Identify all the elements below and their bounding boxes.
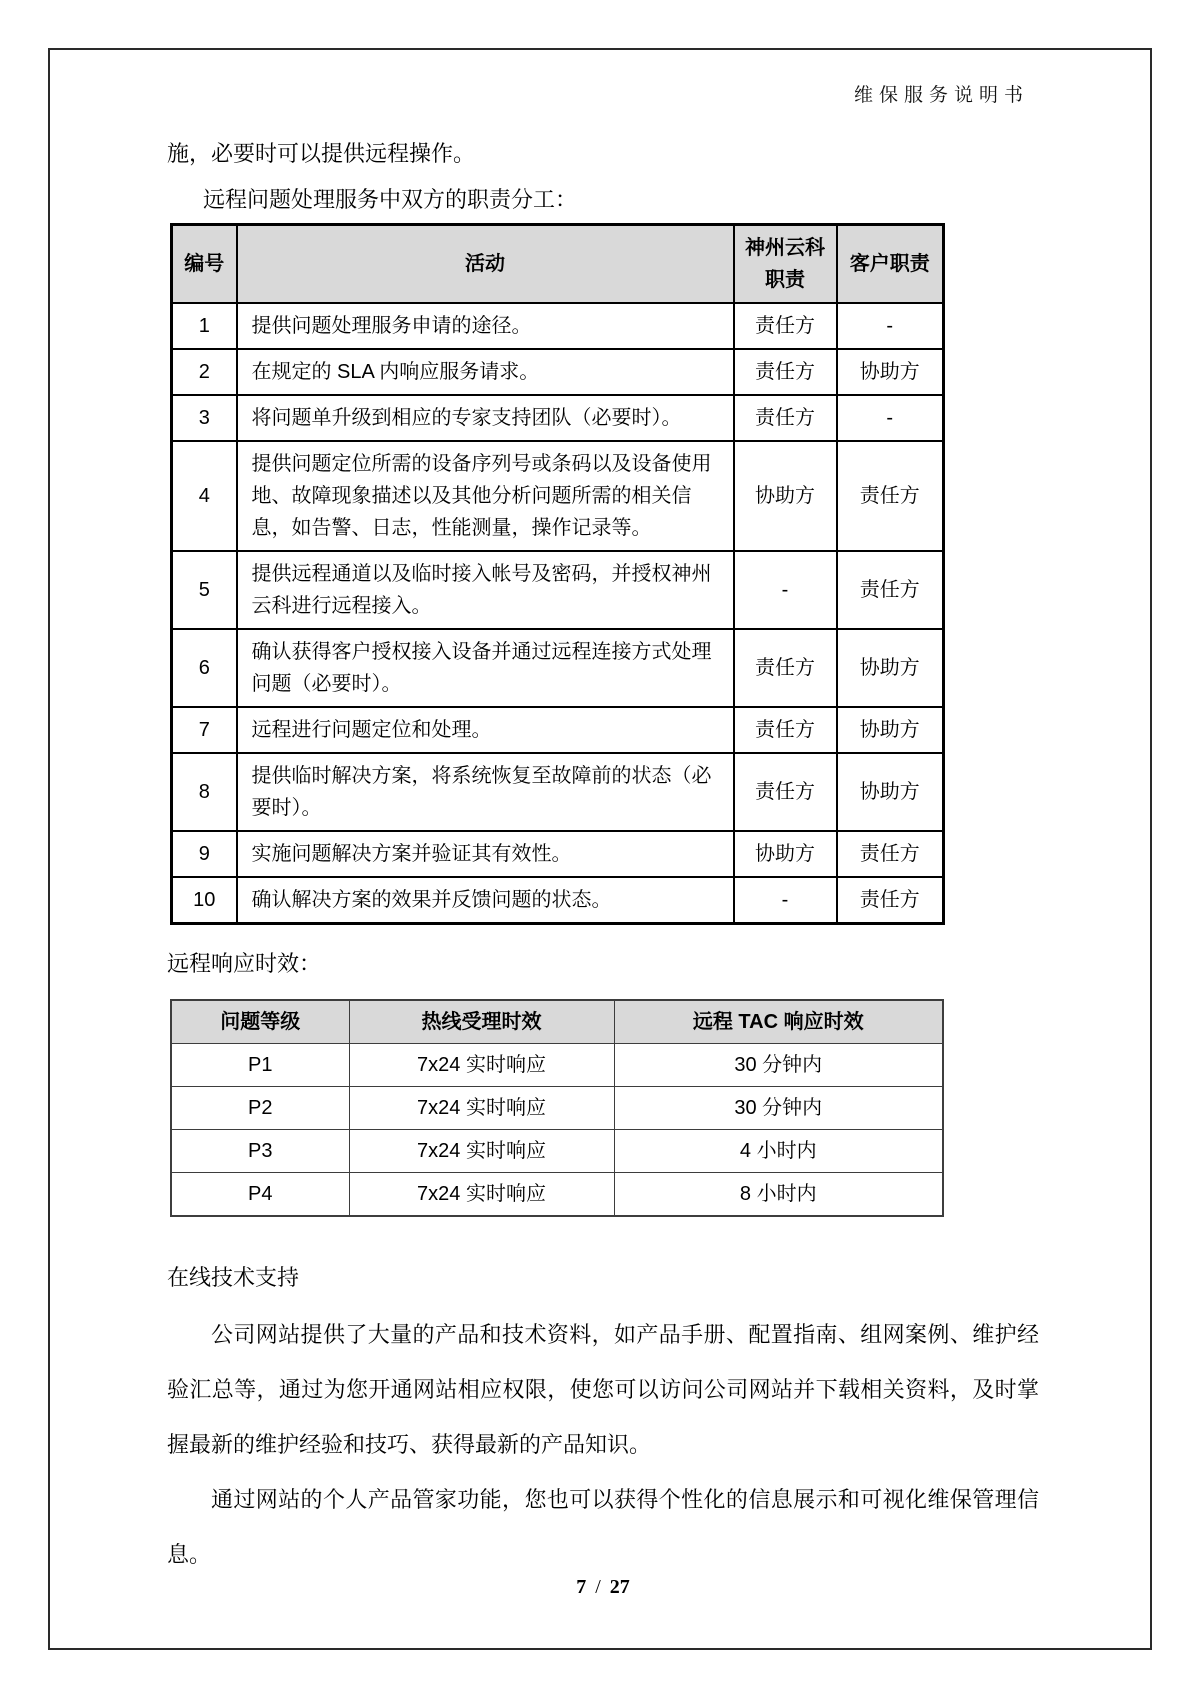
dcyk-role-cell: 责任方 — [734, 629, 837, 707]
customer-role-cell: 责任方 — [837, 551, 944, 629]
online-support-paragraph-1: 公司网站提供了大量的产品和技术资料，如产品手册、配置指南、组网案例、维护经验汇总等，通过为您开通网站相应权限，使您可以访问公司网站并下载相关资料，及时掌握最新的维护经验和技巧、获得最新的产品知识。 — [167, 1322, 1039, 1457]
table-row — [172, 629, 944, 707]
activity-cell: 确认解决方案的效果并反馈问题的状态。 — [237, 877, 734, 924]
header-cell-activity: 活动 — [237, 225, 734, 304]
table-row — [172, 551, 944, 629]
header-cell-dcyk-role: 神州云科职责 — [734, 225, 837, 304]
customer-role-cell: 协助方 — [837, 629, 944, 707]
problem-level-cell: P4 — [171, 1173, 349, 1217]
customer-role-cell: 协助方 — [837, 349, 944, 395]
table-row — [171, 1087, 943, 1130]
problem-level-cell: P1 — [171, 1044, 349, 1087]
problem-level-cell: P2 — [171, 1087, 349, 1130]
header-cell-hotline-sla: 热线受理时效 — [349, 1000, 614, 1044]
table-row — [171, 1173, 943, 1217]
row-number-cell: 3 — [172, 395, 237, 441]
dcyk-role-cell: 责任方 — [734, 349, 837, 395]
activity-cell: 提供问题处理服务申请的途径。 — [237, 303, 734, 349]
row-number-cell: 1 — [172, 303, 237, 349]
row-number-cell: 2 — [172, 349, 237, 395]
table-row — [172, 303, 944, 349]
table-row — [172, 831, 944, 877]
page-number-separator: / — [595, 1576, 601, 1598]
remote-tac-sla-cell: 4 小时内 — [614, 1130, 943, 1173]
row-number-cell: 4 — [172, 441, 237, 551]
header-cell-remote-tac-sla: 远程 TAC 响应时效 — [614, 1000, 943, 1044]
header-cell-problem-level: 问题等级 — [171, 1000, 349, 1044]
table-row — [172, 877, 944, 924]
response-time-table — [170, 999, 944, 1217]
row-number-cell: 5 — [172, 551, 237, 629]
problem-level-cell: P3 — [171, 1130, 349, 1173]
online-support-title: 在线技术支持 — [167, 1265, 300, 1290]
row-number-cell: 10 — [172, 877, 237, 924]
table-row — [172, 707, 944, 753]
dcyk-role-cell: 协助方 — [734, 831, 837, 877]
customer-role-cell: 责任方 — [837, 877, 944, 924]
table-row — [171, 1044, 943, 1087]
responsibility-table-caption: 远程问题处理服务中双方的职责分工： — [203, 187, 578, 212]
hotline-sla-cell: 7x24 实时响应 — [349, 1087, 614, 1130]
table-row — [172, 395, 944, 441]
intro-paragraph: 施，必要时可以提供远程操作。 — [167, 141, 476, 166]
page-content — [167, 0, 1039, 1582]
responsibility-table — [170, 223, 945, 925]
activity-cell: 提供问题定位所需的设备序列号或条码以及设备使用地、故障现象描述以及其他分析问题所需的相关信息，如告警、日志，性能测量，操作记录等。 — [237, 441, 734, 551]
activity-cell: 实施问题解决方案并验证其有效性。 — [237, 831, 734, 877]
customer-role-cell: - — [837, 303, 944, 349]
table-row — [172, 349, 944, 395]
doc-header-title: 维保服务说明书 — [853, 85, 1029, 106]
customer-role-cell: 责任方 — [837, 441, 944, 551]
dcyk-role-cell: 责任方 — [734, 753, 837, 831]
dcyk-role-cell: 协助方 — [734, 441, 837, 551]
row-number-cell: 7 — [172, 707, 237, 753]
remote-tac-sla-cell: 30 分钟内 — [614, 1087, 943, 1130]
customer-role-cell: 协助方 — [837, 707, 944, 753]
table-header-row — [172, 225, 944, 304]
customer-role-cell: 协助方 — [837, 753, 944, 831]
header-cell-number: 编号 — [172, 225, 237, 304]
page-footer — [167, 1576, 1039, 1599]
online-support-paragraph-2: 通过网站的个人产品管家功能，您也可以获得个性化的信息展示和可视化维保管理信息。 — [167, 1487, 1039, 1567]
hotline-sla-cell: 7x24 实时响应 — [349, 1173, 614, 1217]
header-cell-customer-role: 客户职责 — [837, 225, 944, 304]
activity-cell: 提供临时解决方案，将系统恢复至故障前的状态（必要时）。 — [237, 753, 734, 831]
hotline-sla-cell: 7x24 实时响应 — [349, 1130, 614, 1173]
dcyk-role-cell: 责任方 — [734, 395, 837, 441]
remote-tac-sla-cell: 8 小时内 — [614, 1173, 943, 1217]
table-row — [172, 753, 944, 831]
row-number-cell: 9 — [172, 831, 237, 877]
hotline-sla-cell: 7x24 实时响应 — [349, 1044, 614, 1087]
dcyk-role-cell: - — [734, 877, 837, 924]
customer-role-cell: 责任方 — [837, 831, 944, 877]
row-number-cell: 8 — [172, 753, 237, 831]
activity-cell: 将问题单升级到相应的专家支持团队（必要时）。 — [237, 395, 734, 441]
table-row — [171, 1130, 943, 1173]
page-number-current: 7 — [576, 1576, 587, 1598]
table-row — [172, 441, 944, 551]
remote-tac-sla-cell: 30 分钟内 — [614, 1044, 943, 1087]
activity-cell: 远程进行问题定位和处理。 — [237, 707, 734, 753]
row-number-cell: 6 — [172, 629, 237, 707]
response-time-title: 远程响应时效： — [167, 951, 322, 976]
dcyk-role-cell: - — [734, 551, 837, 629]
activity-cell: 在规定的 SLA 内响应服务请求。 — [237, 349, 734, 395]
customer-role-cell: - — [837, 395, 944, 441]
page-number-total: 27 — [609, 1576, 630, 1598]
activity-cell: 提供远程通道以及临时接入帐号及密码，并授权神州云科进行远程接入。 — [237, 551, 734, 629]
table-header-row — [171, 1000, 943, 1044]
dcyk-role-cell: 责任方 — [734, 303, 837, 349]
activity-cell: 确认获得客户授权接入设备并通过远程连接方式处理问题（必要时）。 — [237, 629, 734, 707]
dcyk-role-cell: 责任方 — [734, 707, 837, 753]
